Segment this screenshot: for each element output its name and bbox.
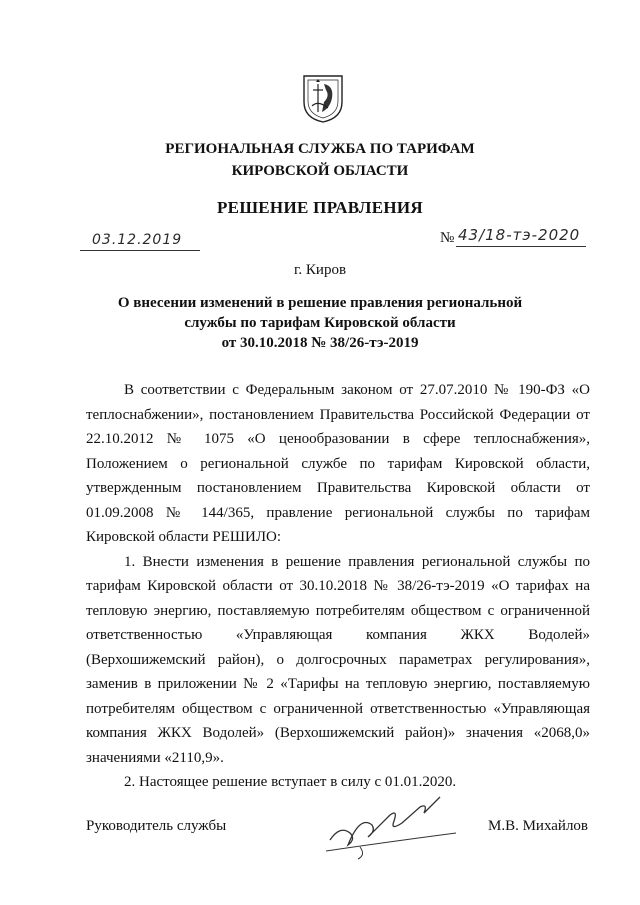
item-1-paragraph: 1. Внести изменения в решение правления региональной службы по тарифам Кировской области от 30.10.2018 № 38/26-тэ-2019 «О тарифах на тепловую энергию, поставляемую потребителям обществом с ограниченной ответственностью «Управляющая компания ЖКХ Водолей» (Верхошижемский район), о долгосрочных параметрах регулирования», заменив в приложении № 2 «Тарифы на тепловую энергию, поставляемую потребителям обществом с ограниченной ответственностью «Управляющая компания ЖКХ Водолей» (Верхошижемский район)» значения «2068,0» значениями «2110,9». bbox=[86, 553, 590, 766]
date-underline bbox=[80, 250, 200, 251]
decision-subject bbox=[0, 293, 640, 353]
decision-number: 43/18-тэ-2020 bbox=[458, 226, 581, 244]
item-2-paragraph: 2. Настоящее решение вступает в силу с 01.01.2020. bbox=[124, 774, 457, 790]
city: г. Киров bbox=[293, 262, 347, 278]
kirov-coat-of-arms-icon bbox=[302, 72, 344, 124]
signatory-name: М.В. Михайлов bbox=[488, 818, 589, 834]
signatory-position: Руководитель службы bbox=[86, 818, 227, 834]
organization-line-1: РЕГИОНАЛЬНАЯ СЛУЖБА ПО ТАРИФАМ bbox=[165, 141, 475, 157]
subject-line-1: О внесении изменений в решение правления региональной bbox=[117, 295, 523, 311]
decision-body bbox=[86, 378, 590, 795]
organization-line-2: КИРОВСКОЙ ОБЛАСТИ bbox=[231, 163, 409, 179]
subject-line-3: от 30.10.2018 № 38/26-тэ-2019 bbox=[221, 335, 419, 351]
number-underline bbox=[456, 246, 586, 247]
organization-name bbox=[0, 138, 640, 182]
preamble-paragraph: В соответствии с Федеральным законом от 27.07.2010 № 190-ФЗ «О теплоснабжении», постановлением Правительства Российской Федерации от 22.10.2012 № 1075 «О ценообразовании в сфере теплоснабжения», Положением о региональной службе по тарифам Кировской области, утвержденным постановлением Правительства Кировской области от 01.09.2008 № 144/365, правление региональной службы по тарифам Кировской области РЕШИЛО: bbox=[86, 382, 590, 545]
signature-icon bbox=[320, 785, 460, 860]
decision-date: 03.12.2019 bbox=[92, 232, 183, 248]
subject-line-2: службы по тарифам Кировской области bbox=[184, 315, 456, 331]
decision-title: РЕШЕНИЕ ПРАВЛЕНИЯ bbox=[217, 198, 423, 217]
number-label: № bbox=[440, 230, 455, 246]
